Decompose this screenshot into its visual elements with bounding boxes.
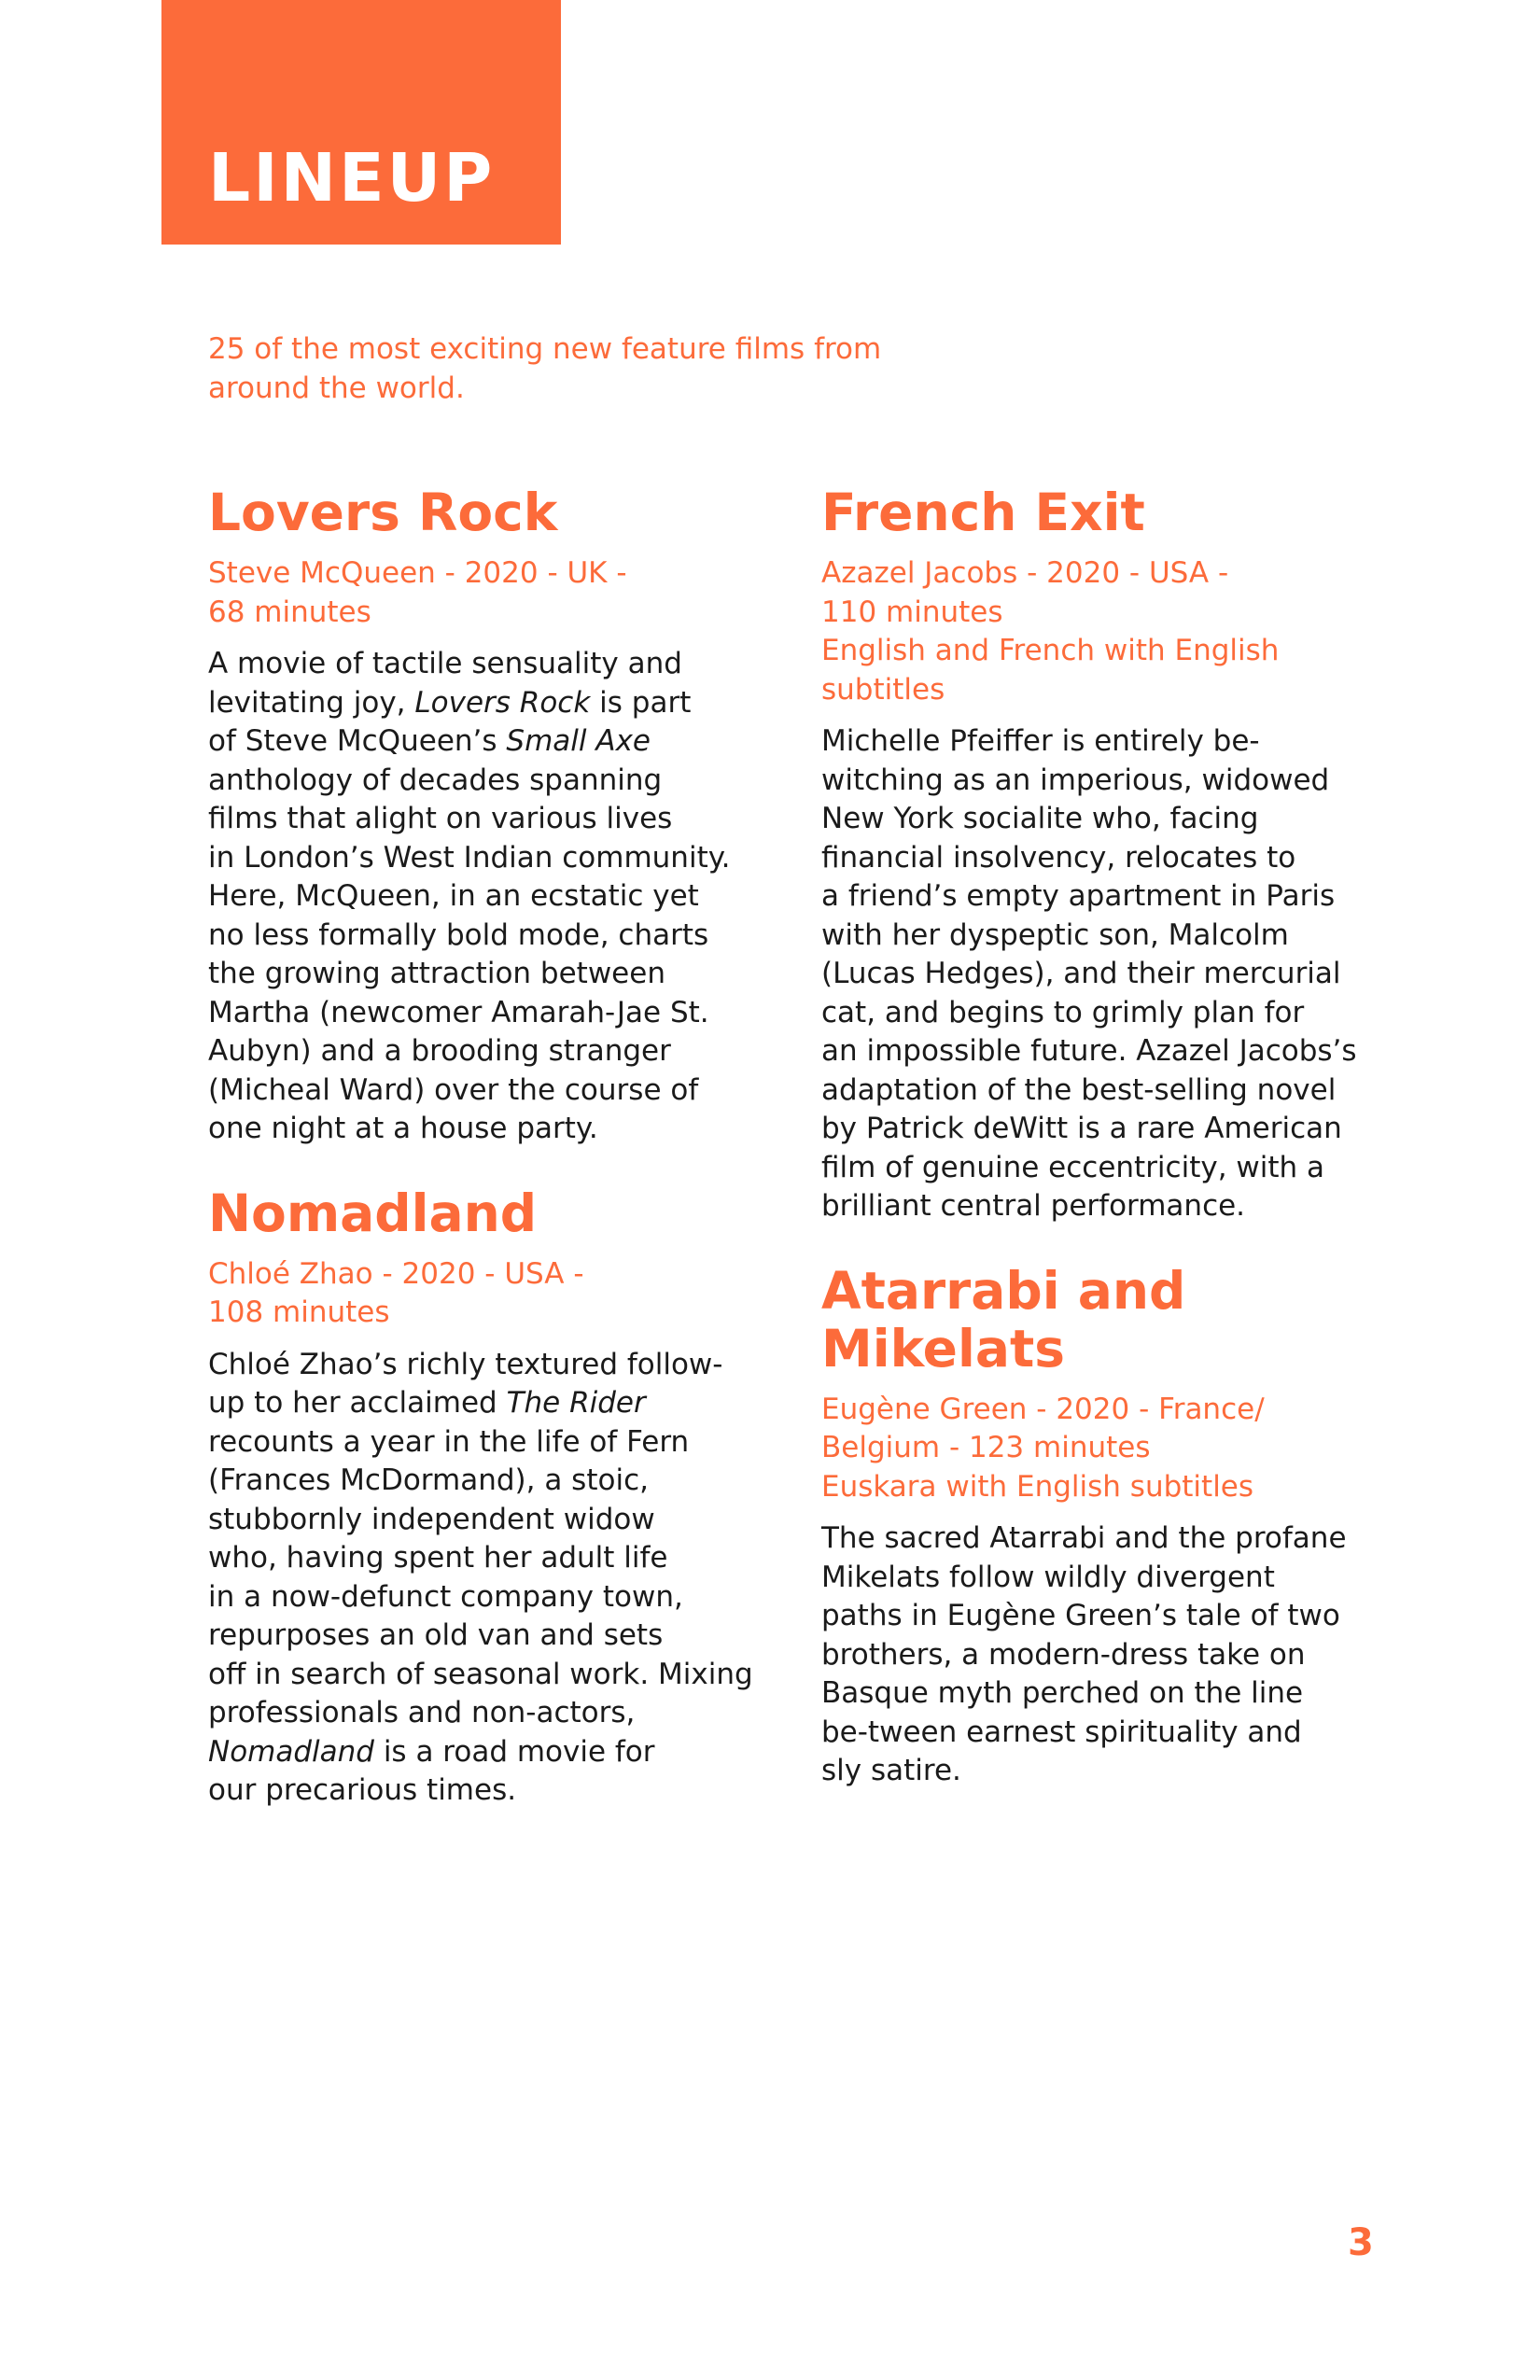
- film-title-line: Nomadland: [208, 1183, 538, 1243]
- desc-italic: The Rider: [506, 1386, 646, 1420]
- desc-line: in London’s West Indian community.: [208, 840, 731, 875]
- film-meta-line: English and French with English: [821, 634, 1280, 667]
- intro-line: 25 of the most exciting new feature films from: [208, 332, 882, 366]
- desc-line: in a now-defunct company town,: [208, 1579, 683, 1614]
- desc-line: Aubyn) and a brooding stranger: [208, 1034, 671, 1068]
- desc-line: off in search of seasonal work. Mixing: [208, 1657, 753, 1691]
- desc-line: the growing attraction between: [208, 957, 665, 990]
- film-title-line: Lovers Rock: [208, 483, 558, 542]
- desc-line: recounts a year in the life of Fern: [208, 1424, 690, 1459]
- desc-line: films that alight on various lives: [208, 802, 673, 835]
- desc-line: who, having spent her adult life: [208, 1541, 668, 1575]
- desc-line: [208, 684, 787, 723]
- desc-italic: Small Axe: [506, 724, 651, 758]
- desc-text: is a road movie for: [373, 1734, 655, 1769]
- desc-line: professionals and non-actors,: [208, 1696, 636, 1729]
- film-description: [821, 1519, 1400, 1791]
- page-title: LINEUP: [208, 139, 496, 217]
- desc-line: an impossible future. Azazel Jacobs’s: [821, 1034, 1357, 1068]
- film-title: [208, 1184, 787, 1242]
- film-title: [821, 483, 1400, 541]
- film-meta-line: Belgium - 123 minutes: [821, 1431, 1151, 1464]
- desc-line: our precarious times.: [208, 1773, 517, 1807]
- left-column: [208, 483, 787, 1846]
- desc-line: (Frances McDormand), a stoic,: [208, 1463, 649, 1497]
- desc-line: [208, 1384, 787, 1423]
- film-title-line: Atarrabi and: [821, 1260, 1186, 1321]
- desc-line: The sacred Atarrabi and the profane: [821, 1521, 1347, 1555]
- desc-line: Basque myth perched on the line: [821, 1676, 1304, 1710]
- desc-text: of Steve McQueen’s: [208, 724, 507, 758]
- film-meta: [208, 554, 787, 632]
- desc-line: no less formally bold mode, charts: [208, 917, 709, 952]
- desc-line: one night at a house party.: [208, 1112, 598, 1145]
- desc-line: (Micheal Ward) over the course of: [208, 1072, 699, 1107]
- desc-line: Michelle Pfeiffer is entirely be-: [821, 724, 1260, 758]
- desc-line: [208, 1733, 787, 1772]
- desc-line: cat, and begins to grimly plan for: [821, 995, 1305, 1029]
- desc-line: Mikelats follow wildly divergent: [821, 1560, 1275, 1594]
- desc-line: with her dyspeptic son, Malcolm: [821, 917, 1289, 952]
- film-meta: [208, 1255, 787, 1333]
- desc-line: brothers, a modern-dress take on: [821, 1637, 1306, 1672]
- film-meta: [821, 554, 1400, 709]
- film-meta-line: Eugène Green - 2020 - France/: [821, 1392, 1265, 1426]
- desc-line: financial insolvency, relocates to: [821, 840, 1296, 875]
- desc-line: adaptation of the best-selling novel: [821, 1072, 1337, 1107]
- desc-line: stubbornly independent widow: [208, 1502, 655, 1536]
- film-title: [821, 1262, 1400, 1378]
- desc-line: be-tween earnest spirituality and: [821, 1715, 1302, 1749]
- desc-text: is part: [590, 685, 692, 720]
- desc-line: brilliant central performance.: [821, 1189, 1246, 1223]
- film-title: [208, 483, 787, 541]
- film-meta-line: 68 minutes: [208, 595, 371, 629]
- desc-line: Martha (newcomer Amarah-Jae St.: [208, 995, 709, 1029]
- desc-line: New York socialite who, facing: [821, 802, 1259, 835]
- intro-line: around the world.: [208, 371, 465, 405]
- film-entry-lovers-rock: [208, 483, 787, 1149]
- desc-text: up to her acclaimed: [208, 1386, 507, 1420]
- intro-text: [208, 329, 973, 408]
- film-title-line: Mikelats: [821, 1318, 1065, 1379]
- film-meta-line: subtitles: [821, 672, 945, 707]
- film-entry-french-exit: [821, 483, 1400, 1226]
- desc-line: anthology of decades spanning: [208, 763, 663, 797]
- film-meta-line: Azazel Jacobs - 2020 - USA -: [821, 556, 1229, 590]
- desc-line: paths in Eugène Green’s tale of two: [821, 1599, 1340, 1632]
- film-meta-line: Steve McQueen - 2020 - UK -: [208, 556, 627, 590]
- film-meta-line: Chloé Zhao - 2020 - USA -: [208, 1256, 584, 1291]
- desc-line: Here, McQueen, in an ecstatic yet: [208, 879, 699, 913]
- film-entry-nomadland: [208, 1184, 787, 1811]
- desc-text: levitating joy,: [208, 685, 415, 720]
- desc-line: Chloé Zhao’s richly textured follow-: [208, 1347, 723, 1381]
- desc-line: [208, 722, 787, 762]
- film-meta: [821, 1391, 1400, 1507]
- desc-line: sly satire.: [821, 1754, 961, 1787]
- film-meta-line: 110 minutes: [821, 595, 1003, 629]
- desc-italic: Lovers Rock: [414, 685, 591, 720]
- desc-line: A movie of tactile sensuality and: [208, 647, 682, 680]
- film-description: [208, 1346, 787, 1811]
- desc-line: film of genuine eccentricity, with a: [821, 1150, 1325, 1184]
- film-description: [821, 722, 1400, 1226]
- right-column: [821, 483, 1400, 1827]
- film-meta-line: Euskara with English subtitles: [821, 1469, 1254, 1504]
- desc-line: repurposes an old van and sets: [208, 1618, 664, 1652]
- page-number: 3: [1348, 2221, 1374, 2264]
- desc-italic: Nomadland: [208, 1734, 374, 1769]
- film-entry-atarrabi-and-mikelats: [821, 1262, 1400, 1791]
- desc-line: by Patrick deWitt is a rare American: [821, 1112, 1342, 1145]
- desc-line: (Lucas Hedges), and their mercurial: [821, 957, 1341, 990]
- film-meta-line: 108 minutes: [208, 1295, 390, 1329]
- film-description: [208, 645, 787, 1149]
- header-banner: [161, 0, 561, 245]
- desc-line: witching as an imperious, widowed: [821, 763, 1330, 797]
- film-title-line: French Exit: [821, 483, 1145, 542]
- desc-line: a friend’s empty apartment in Paris: [821, 879, 1336, 913]
